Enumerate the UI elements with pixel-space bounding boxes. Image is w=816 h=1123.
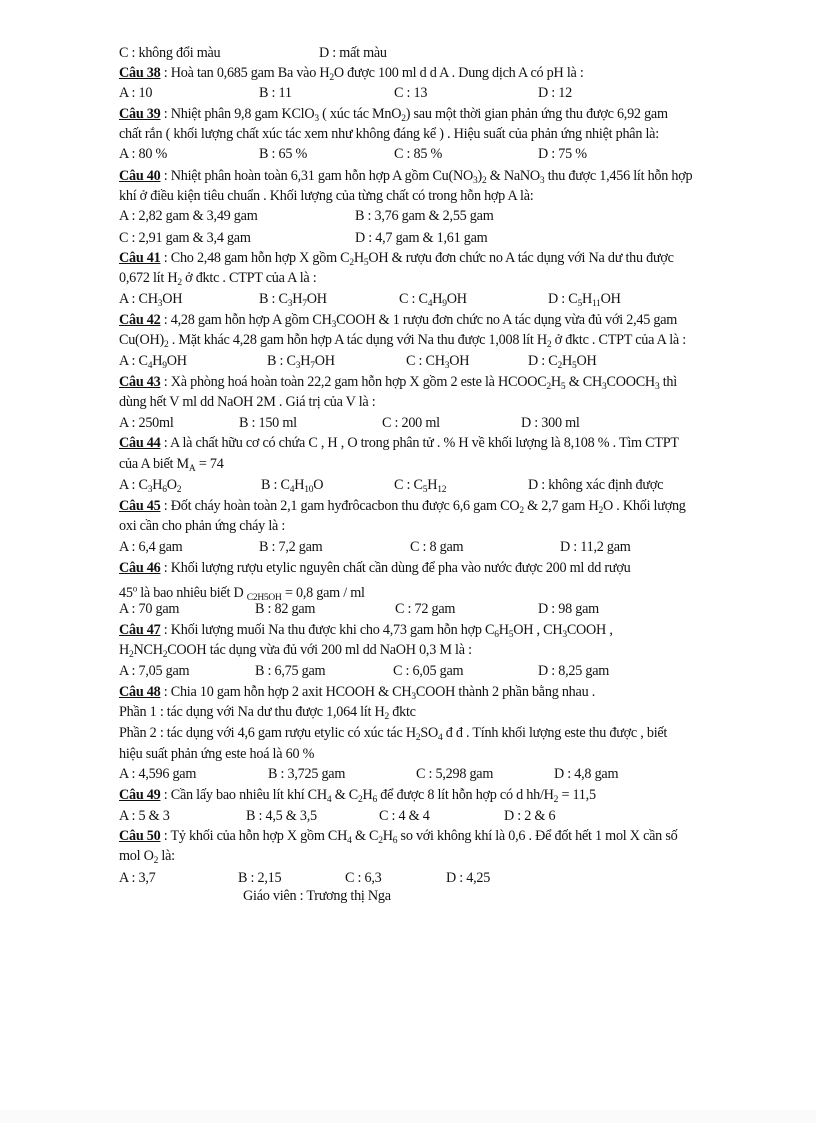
question-number: Câu 47 <box>119 622 161 638</box>
question-number: Câu 38 <box>119 65 161 81</box>
answer-options <box>119 289 759 309</box>
answer-option: C : $C_4H_9OH$ <box>399 291 467 309</box>
line-text: mol $O_2$ là: <box>119 848 175 866</box>
line-text: $Cu(OH)_2$ . Mặt khác 4,28 gam hỗn hợp A tác dụng với Na thu được 1,008 lít $H_2$ ở đktc . CTPT của A là : <box>119 332 686 350</box>
question-text <box>119 310 677 330</box>
answer-option: C : $C_5H_{12}$ <box>394 477 447 495</box>
answer-options <box>119 868 759 888</box>
line-text: : A là chất hữu cơ có chứa C , H , O trong phân tử . % H về khối lượng là 8,108 % . Tìm CTPT <box>163 435 679 451</box>
line-text: : Nhiệt phân 9,8 gam KClO$_3$ ( xúc tác MnO$_2$) sau một thời gian phản ứng thu được 6,92 gam <box>163 106 668 124</box>
answer-option: B : 3,725 gam <box>268 766 346 782</box>
answer-option: D : mất màu <box>319 45 387 61</box>
question-text-continued <box>119 744 314 764</box>
question-text-continued <box>119 640 472 660</box>
answer-option: D : $C_2H_5OH$ <box>528 353 597 371</box>
question-number: Câu 50 <box>119 828 161 844</box>
question-number: Câu 39 <box>119 106 161 122</box>
question-text <box>119 166 692 186</box>
answer-option: A : 6,4 gam <box>119 539 183 555</box>
answer-option: B : $C_3H_7OH$ <box>259 291 327 309</box>
answer-option: A : 70 gam <box>119 601 180 617</box>
question-number: Câu 44 <box>119 435 161 451</box>
answer-option: D : 300 ml <box>521 415 580 431</box>
question-number: Câu 49 <box>119 787 161 803</box>
answer-options <box>119 206 759 226</box>
answer-option: A : 10 <box>119 85 153 101</box>
answer-option: D : không xác định được <box>528 477 664 493</box>
answer-options <box>119 764 759 784</box>
answer-option: C : 200 ml <box>382 415 440 431</box>
question-number: Câu 41 <box>119 250 161 266</box>
line-text: : 4,28 gam hỗn hợp A gồm $CH_3COOH$ & 1 rượu đơn chức no A tác dụng vừa đủ với 2,45 gam <box>163 312 678 330</box>
line-text: 45$^o$ là bao nhiêu biết D $_{C2H5OH}$ = 0,8 gam / ml <box>119 583 365 603</box>
line-text: $H_2NCH_2COOH$ tác dụng vừa đủ với 200 ml dd NaOH 0,3 M là : <box>119 642 472 660</box>
question-text-continued <box>119 454 224 474</box>
answer-option: D : 98 gam <box>538 601 599 617</box>
answer-option: D : 4,7 gam & 1,61 gam <box>355 230 488 246</box>
line-text: : Đốt cháy hoàn toàn 2,1 gam hyđrôcacbon thu được 6,6 gam $CO_2$ & 2,7 gam $H_2O$ . Khối lượng <box>163 498 686 516</box>
answer-option: B : 150 ml <box>239 415 297 431</box>
answer-option: A : 2,82 gam & 3,49 gam <box>119 208 258 224</box>
answer-options <box>119 144 759 164</box>
answer-option: D : 4,25 <box>446 870 491 886</box>
question-number: Câu 43 <box>119 374 161 390</box>
answer-option: D : 12 <box>538 85 572 101</box>
question-text <box>119 826 677 846</box>
answer-option: A : 3,7 <box>119 870 156 886</box>
answer-options <box>119 83 759 103</box>
line-text: : Cần lấy bao nhiêu lít khí $CH_4$ & $C_2H_6$ để được 8 lít hỗn hợp có d $hh/H_2 = 11,5$ <box>163 787 596 805</box>
question-number: Câu 46 <box>119 560 161 576</box>
answer-option: A : 5 & 3 <box>119 808 170 824</box>
answer-option: C : 6,05 gam <box>393 663 464 679</box>
answer-option: B : 82 gam <box>255 601 316 617</box>
answer-options <box>119 599 759 619</box>
question-text <box>119 372 677 392</box>
answer-option: A : 250ml <box>119 415 174 431</box>
answer-option: C : 5,298 gam <box>416 766 494 782</box>
line-text: : Khối lượng rượu etylic nguyên chất cần dùng để pha vào nước được 200 ml dd rượu <box>163 560 631 576</box>
line-text: chất rắn ( khối lượng chất xúc tác xem như không đáng kể ) . Hiệu suất của phản ứng nhiệt phân là: <box>119 126 659 142</box>
answer-option: A : 7,05 gam <box>119 663 190 679</box>
answer-option: A : 80 % <box>119 146 168 162</box>
question-text-continued <box>119 186 533 206</box>
answer-options <box>119 351 759 371</box>
line-text: hiệu suất phản ứng este hoá là 60 % <box>119 746 315 762</box>
line-text: khí ở điều kiện tiêu chuẩn . Khối lượng của từng chất có trong hỗn hợp A là: <box>119 188 534 204</box>
answer-option: C : 2,91 gam & 3,4 gam <box>119 230 251 246</box>
question-text <box>119 496 686 516</box>
line-text: : Tỷ khối của hỗn hợp X gồm $CH_4$ & $C_2H_6$ so với không khí là 0,6 . Để đốt hết 1 mol X cần số <box>163 828 678 846</box>
line-text: Phần 2 : tác dụng với 4,6 gam rượu etylic có xúc tác $H_2SO_4$ đ đ . Tính khối lượng este thu được , biết <box>119 725 668 743</box>
answer-options <box>119 475 759 495</box>
line-text: : Xà phòng hoá hoàn toàn 22,2 gam hỗn hợp X gồm 2 este là $HCOOC_2H_5$ & $CH_3COOCH_3$ thì <box>163 374 677 392</box>
answer-option: C : 72 gam <box>395 601 456 617</box>
question-text-continued <box>119 702 416 722</box>
page-bottom-margin <box>0 1110 816 1123</box>
teacher-signature: Giáo viên : Trương thị Nga <box>243 888 391 904</box>
line-text: 0,672 lít $H_2$ ở đktc . CTPT của A là : <box>119 270 317 288</box>
answer-option: C : 13 <box>394 85 428 101</box>
question-text-continued <box>119 723 667 743</box>
line-text: : Nhiệt phân hoàn toàn 6,31 gam hỗn hợp A gồm $Cu(NO_3)_2$ & NaNO$_3$ thu được 1,456 lít hỗn hợp <box>163 168 693 186</box>
question-text-continued <box>119 330 686 350</box>
answer-option: C : 6,3 <box>345 870 382 886</box>
line-text: : Chia 10 gam hỗn hợp 2 axit HCOOH & $CH_3COOH$ thành 2 phần bằng nhau . <box>163 684 596 702</box>
question-text <box>119 248 674 268</box>
line-text: Phần 1 : tác dụng với Na dư thu được 1,064 lít $H_2$ đktc <box>119 704 416 722</box>
answer-option: D : 8,25 gam <box>538 663 610 679</box>
answer-option: B : 2,15 <box>238 870 282 886</box>
question-text <box>119 433 679 453</box>
answer-option: D : 11,2 gam <box>560 539 631 555</box>
answer-options <box>119 537 759 557</box>
answer-option: A : $C_3H_6O_2$ <box>119 477 182 495</box>
answer-options <box>119 228 759 248</box>
line-text: : Khối lượng muối Na thu được khi cho 4,73 gam hỗn hợp $C_6H_5OH$ , $CH_3COOH$ , <box>163 622 613 640</box>
question-number: Câu 48 <box>119 684 161 700</box>
question-text-continued <box>119 516 285 536</box>
answer-options <box>119 43 759 63</box>
question-number: Câu 42 <box>119 312 161 328</box>
answer-option: D : 2 & 6 <box>504 808 556 824</box>
answer-option: C : không đổi màu <box>119 45 221 61</box>
question-text <box>119 620 613 640</box>
answer-option: B : 4,5 & 3,5 <box>246 808 317 824</box>
answer-option: C : 8 gam <box>410 539 464 555</box>
line-text: dùng hết V ml dd NaOH 2M . Giá trị của V là : <box>119 394 376 410</box>
answer-options <box>119 661 759 681</box>
answer-option: B : $C_3H_7OH$ <box>267 353 335 371</box>
answer-option: C : 4 & 4 <box>379 808 430 824</box>
answer-option: B : 65 % <box>259 146 308 162</box>
answer-option: B : 3,76 gam & 2,55 gam <box>355 208 494 224</box>
answer-option: B : 6,75 gam <box>255 663 326 679</box>
question-text-continued <box>119 846 175 866</box>
answer-options <box>119 413 759 433</box>
line-text: của A biết $M_A = 74$ <box>119 456 224 474</box>
answer-option: B : 7,2 gam <box>259 539 323 555</box>
question-text <box>119 104 668 124</box>
question-text <box>119 63 584 83</box>
question-text <box>119 785 596 805</box>
answer-option: C : $CH_3OH$ <box>406 353 470 371</box>
question-number: Câu 45 <box>119 498 161 514</box>
answer-option: A : $CH_3OH$ <box>119 291 183 309</box>
answer-option: D : 4,8 gam <box>554 766 619 782</box>
line-text: : Hoà tan 0,685 gam Ba vào $H_2O$ được 100 ml d d A . Dung dịch A có pH là : <box>163 65 584 83</box>
question-text-continued <box>119 392 375 412</box>
answer-option: B : $C_4H_{10}O$ <box>261 477 324 495</box>
question-text <box>119 682 595 702</box>
question-text-continued <box>119 268 316 288</box>
line-text: : Cho 2,48 gam hỗn hợp X gồm $C_2H_5OH$ & rượu đơn chức no A tác dụng với Na dư thu được <box>163 250 674 268</box>
question-number: Câu 40 <box>119 168 161 184</box>
question-text <box>119 558 630 578</box>
answer-option: D : 75 % <box>538 146 587 162</box>
question-text-continued <box>119 124 659 144</box>
answer-option: A : 4,596 gam <box>119 766 197 782</box>
answer-option: D : $C_5H_{11}OH$ <box>548 291 621 309</box>
answer-option: C : 85 % <box>394 146 443 162</box>
answer-options <box>119 806 759 826</box>
answer-option: A : $C_4H_9OH$ <box>119 353 187 371</box>
line-text: oxi cần cho phản ứng cháy là : <box>119 518 286 534</box>
answer-option: B : 11 <box>259 85 292 101</box>
